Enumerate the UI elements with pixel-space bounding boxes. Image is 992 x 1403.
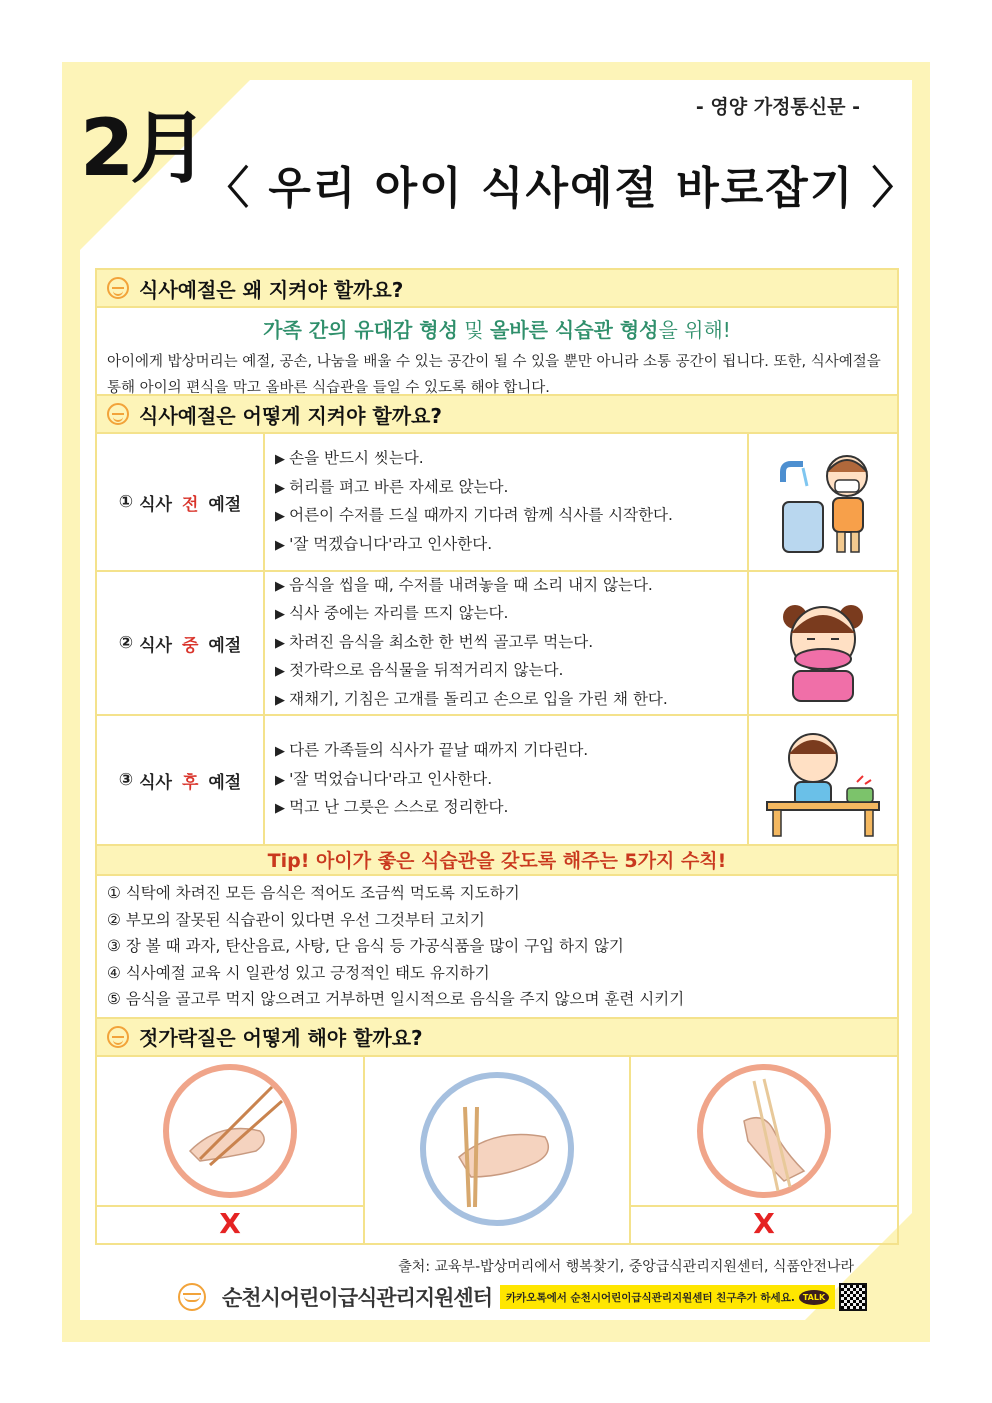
tip-item: ③ 장 볼 때 과자, 탄산음료, 사탕, 단 음식 등 가공식품을 많이 구입 하지 않기 (107, 937, 624, 955)
row-items (265, 434, 749, 570)
tips-heading: Tip! 아이가 좋은 식습관을 갖도록 해주는 5가지 수칙! (97, 846, 897, 876)
highlight-habit: 올바른 식습관 형성 (489, 318, 659, 342)
chopstick-wrong-2 (631, 1057, 897, 1243)
etiquette-row-after (97, 716, 897, 846)
tips-list (97, 876, 897, 1019)
list-item: ▶ '잘 먹었습니다'라고 인사한다. (275, 766, 737, 795)
tip-item: ① 식탁에 차려진 모든 음식은 적어도 조금씩 먹도록 지도하기 (107, 884, 520, 902)
row-label (97, 716, 265, 844)
list-item: ▶ 허리를 펴고 바른 자세로 앉는다. (275, 474, 737, 503)
chopstick-wrong-image (97, 1057, 363, 1205)
etiquette-row-during (97, 572, 897, 716)
row-label-pre: 식사 (139, 635, 172, 656)
smile-icon (107, 277, 129, 299)
chopstick-wrong-image (631, 1057, 897, 1205)
row-label-key: 중 (181, 635, 199, 656)
row-label (97, 434, 265, 570)
list-item: ▶ 어른이 수저를 드실 때까지 기다려 함께 식사를 시작한다. (275, 502, 737, 531)
section-how-heading (97, 396, 897, 434)
org-name: 순천시어린이급식관리지원센터 (222, 1286, 493, 1310)
month-label: 2月 (80, 104, 205, 194)
sneeze-illustration (749, 572, 897, 714)
highlight-end: 을 위해! (658, 318, 731, 342)
smile-icon (107, 1026, 129, 1048)
list-item: ▶ 식사 중에는 자리를 뜨지 않는다. (275, 600, 737, 629)
chopstick-right-image (365, 1057, 629, 1241)
talk-icon: TALK (799, 1290, 829, 1305)
highlight-join: 및 (457, 318, 490, 342)
list-item: ▶ '잘 먹겠습니다'라고 인사한다. (275, 531, 737, 560)
wrong-mark: X (631, 1205, 897, 1241)
row-label-pre: 식사 (139, 494, 172, 515)
row-label (97, 572, 265, 714)
row-label-post: 예절 (208, 772, 242, 793)
etiquette-row-before (97, 434, 897, 572)
highlight-bonding: 가족 간의 유대감 형성 (263, 318, 458, 342)
handwash-illustration (749, 434, 897, 570)
row-label-pre: 식사 (139, 772, 172, 793)
list-item: ▶ 먹고 난 그릇은 스스로 정리한다. (275, 794, 737, 823)
section-chopsticks-title: 젓가락질은 어떻게 해야 할까요? (139, 1026, 423, 1050)
row-label-post: 예절 (208, 494, 242, 515)
row-label-post: 예절 (208, 635, 242, 656)
list-item: ▶ 재채기, 기침은 고개를 돌리고 손으로 입을 가린 채 한다. (275, 686, 737, 715)
row-items (265, 716, 749, 844)
smile-icon (107, 403, 129, 425)
footer (178, 1282, 867, 1312)
row-items (265, 572, 749, 714)
section-how-title: 식사예절은 어떻게 지켜야 할까요? (139, 403, 442, 428)
row-label-key: 전 (181, 494, 199, 515)
content-table (95, 268, 899, 1245)
tip-item: ④ 식사예절 교육 시 일관성 있고 긍정적인 태도 유지하기 (107, 963, 490, 982)
list-item: ▶ 손을 반드시 씻는다. (275, 445, 737, 474)
why-highlight (107, 314, 887, 343)
row-number: ③ (118, 770, 134, 790)
section-chopsticks-heading (97, 1019, 897, 1057)
chopstick-examples (97, 1057, 897, 1243)
kakao-banner[interactable] (500, 1285, 835, 1309)
row-number: ② (118, 633, 134, 653)
section-why-heading (97, 270, 897, 308)
kakao-text: 카카오톡에서 순천시어린이급식관리지원센터 친구추가 하세요. (506, 1291, 795, 1304)
tip-item: ⑤ 음식을 골고루 먹지 않으려고 거부하면 일시적으로 음식을 주지 않으며 훈련 시키기 (107, 990, 685, 1008)
newsletter-subtitle: - 영양 가정통신문 - (695, 96, 860, 118)
chopstick-right (365, 1057, 631, 1243)
section-why-title: 식사예절은 왜 지켜야 할까요? (139, 277, 404, 302)
qr-code-icon[interactable] (839, 1283, 867, 1311)
list-item: ▶ 젓가락으로 음식물을 뒤적거리지 않는다. (275, 657, 737, 686)
row-number: ① (118, 492, 134, 512)
why-paragraph: 아이에게 밥상머리는 예절, 공손, 나눔을 배울 수 있는 공간이 될 수 있을 뿐만 아니라 소통 공간이 됩니다. 또한, 식사예절을 통해 아이의 편식을 막고 올바른 식습관을 들일 수 있도록 해야 합니다. (107, 354, 881, 396)
tip-item: ② 부모의 잘못된 식습관이 있다면 우선 그것부터 고치기 (107, 910, 485, 929)
row-label-key: 후 (181, 772, 199, 793)
page-title: 〈 우리 아이 식사예절 바로잡기 〉 (205, 163, 918, 214)
section-why-body (97, 308, 897, 396)
source-credit: 출처: 교육부-밥상머리에서 행복찾기, 중앙급식관리지원센터, 식품안전나라 (398, 1259, 854, 1275)
list-item: ▶ 다른 가족들의 식사가 끝날 때까지 기다린다. (275, 737, 737, 766)
chopstick-wrong-1 (97, 1057, 365, 1243)
list-item: ▶ 차려진 음식을 최소한 한 번씩 골고루 먹는다. (275, 629, 737, 658)
wrong-mark: X (97, 1205, 363, 1241)
clean-table-illustration (749, 716, 897, 844)
org-logo-icon (178, 1283, 206, 1311)
list-item: ▶ 음식을 씹을 때, 수저를 내려놓을 때 소리 내지 않는다. (275, 572, 737, 601)
